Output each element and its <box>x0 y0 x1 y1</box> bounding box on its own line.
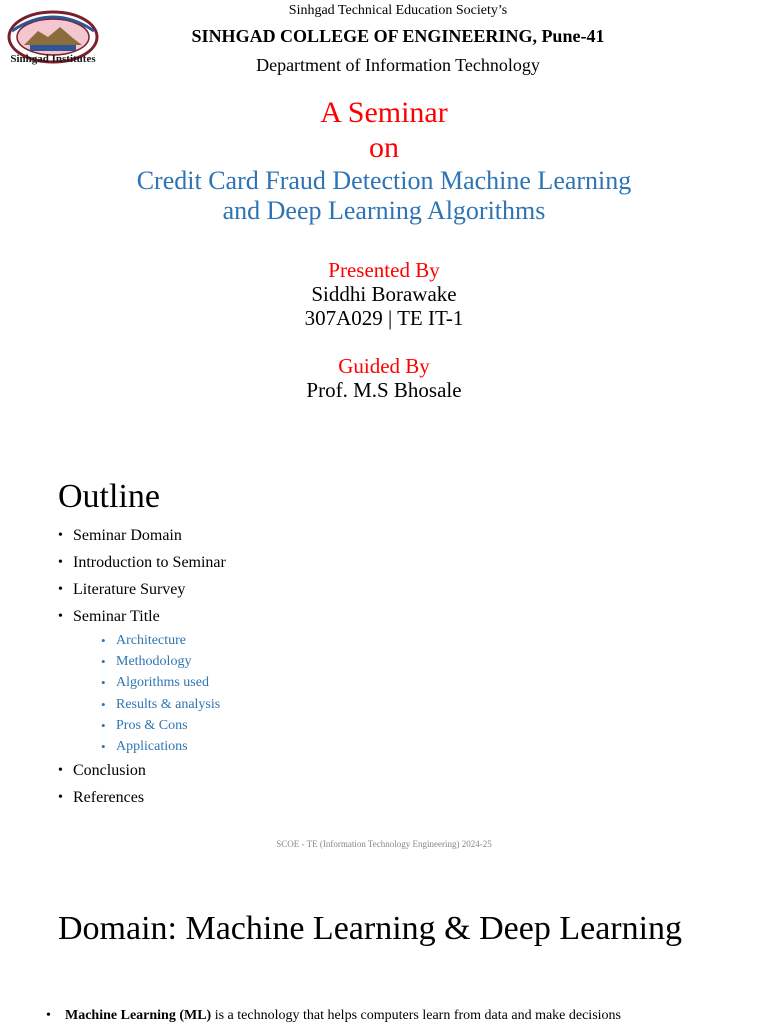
bullet: • <box>58 790 63 806</box>
list-item <box>58 784 226 811</box>
outline-list <box>58 522 226 811</box>
bullet: • <box>58 555 63 570</box>
outline-item-label: Literature Survey <box>73 581 186 598</box>
list-item <box>101 651 226 672</box>
outline-item-label: Conclusion <box>73 762 146 780</box>
ml-paragraph <box>46 1008 666 1024</box>
bullet: • <box>58 528 63 543</box>
bullet: • <box>101 717 106 733</box>
ml-description: is a technology that helps computers learn from data and make decisions <box>211 1008 621 1023</box>
list-item <box>58 603 226 757</box>
seminar-heading: A Seminar <box>320 96 448 129</box>
list-item <box>58 576 226 603</box>
bullet: • <box>58 609 63 624</box>
society-name: Sinhgad Technical Education Society’s <box>288 3 508 18</box>
bullet: • <box>101 696 106 712</box>
list-item <box>101 630 226 651</box>
department-name: Department of Information Technology <box>256 55 540 75</box>
list-item <box>101 736 226 757</box>
seminar-on: on <box>369 131 399 164</box>
guided-by-label: Guided By <box>338 354 430 378</box>
logo-caption: Sinhgad Institutes <box>10 53 96 65</box>
guide-name: Prof. M.S Bhosale <box>306 378 462 402</box>
list-item <box>58 757 226 784</box>
outline-subitem-label: Applications <box>116 739 188 755</box>
domain-title: Domain: Machine Learning & Deep Learning <box>58 910 683 947</box>
list-item <box>58 549 226 576</box>
outline-subitem-label: Results & analysis <box>116 696 221 712</box>
outline-subitem-label: Algorithms used <box>116 675 209 691</box>
outline-subitem-label: Architecture <box>116 633 186 648</box>
bullet: • <box>101 739 106 755</box>
presenter-id: 307A029 | TE IT-1 <box>304 306 464 330</box>
outline-title: Outline <box>58 478 160 515</box>
list-item <box>58 522 226 549</box>
outline-item-label: Seminar Domain <box>73 527 182 544</box>
topic-title-line2: and Deep Learning Algorithms <box>222 196 546 225</box>
ml-term: Machine Learning (ML) <box>65 1008 212 1023</box>
page-footer: SCOE - TE (Information Technology Engineering) 2024-25 <box>276 839 492 849</box>
bullet: • <box>58 582 63 597</box>
college-name: SINHGAD COLLEGE OF ENGINEERING, Pune-41 <box>191 26 605 46</box>
outline-item-label: Introduction to Seminar <box>73 554 226 571</box>
bullet: • <box>46 1008 51 1023</box>
list-item <box>101 715 226 736</box>
outline-subitem-label: Pros & Cons <box>116 717 188 733</box>
presenter-name: Siddhi Borawake <box>311 282 457 306</box>
bullet: • <box>58 763 63 779</box>
presented-by-label: Presented By <box>328 258 440 282</box>
outline-item-label: Seminar Title <box>73 608 160 625</box>
list-item <box>101 672 226 693</box>
list-item <box>101 694 226 715</box>
ml-paragraph-text <box>65 1008 666 1024</box>
topic-title-line1: Credit Card Fraud Detection Machine Learning <box>136 166 632 195</box>
outline-subitem-label: Methodology <box>116 654 192 670</box>
bullet: • <box>101 654 106 670</box>
outline-sublist <box>73 630 226 757</box>
outline-item-label: References <box>73 789 145 807</box>
bullet: • <box>101 633 106 648</box>
bullet: • <box>101 675 106 691</box>
